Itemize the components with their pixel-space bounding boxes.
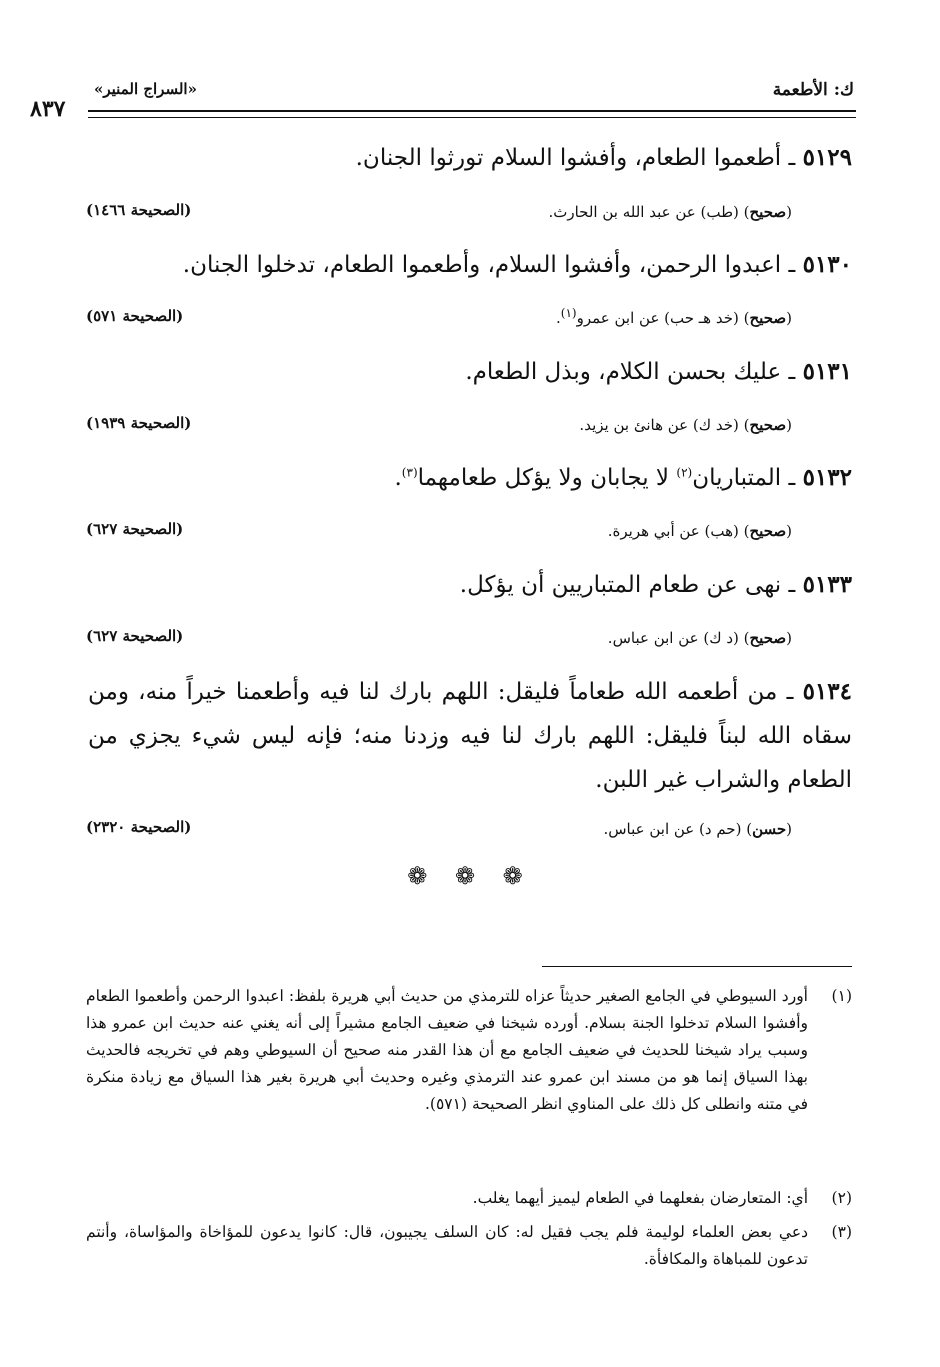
footnote-text: دعي بعض العلماء لوليمة فلم يجب فقيل له: كان السلف يجيبون، قال: كانوا يدعون للمؤاخاة والمؤاساة، وأنتم تدعون للمباهاة والمكافأة. (86, 1223, 808, 1268)
running-header-chapter: ك: الأطعمة (772, 80, 854, 100)
footnote (86, 1219, 852, 1273)
hadith-grade: صحيح (749, 416, 787, 434)
source-text-end: . (555, 309, 561, 327)
hadith-entry (88, 670, 852, 802)
hadith-number: ٥١٣٢ (802, 464, 852, 491)
footnote-marker[interactable]: (١) (560, 306, 577, 320)
hadith-source: (صحيح) (طب) عن عبد الله بن الحارث. (548, 203, 792, 221)
footnote-marker[interactable]: (٣) (401, 465, 418, 480)
header-rule-thin (88, 117, 856, 118)
hadith-source: (صحيح) (د ك) عن ابن عباس. (607, 629, 792, 647)
hadith-source: (صحيح) (هب) عن أبي هريرة. (607, 522, 792, 540)
source-text: (خد هـ حب) عن ابن عمرو (576, 309, 739, 327)
footnote-rule (542, 966, 852, 967)
page-number: ٨٣٧ (30, 96, 66, 122)
footnote (86, 1185, 852, 1212)
hadith-reference: (الصحيحة ٥٧١) (86, 307, 184, 325)
hadith-text: ٥١٣٠ ـ اعبدوا الرحمن، وأفشوا السلام، وأطعموا الطعام، تدخلوا الجنان. (182, 251, 852, 278)
footnote-number: (٢) (831, 1189, 852, 1207)
source-text: (حم د) عن ابن عباس. (603, 820, 742, 838)
hadith-source: (حسن) (حم د) عن ابن عباس. (603, 820, 792, 838)
hadith-grade: صحيح (749, 203, 787, 221)
hadith-body: أطعموا الطعام، وأفشوا السلام تورثوا الجنان. (355, 145, 782, 171)
hadith-text: ٥١٢٩ ـ أطعموا الطعام، وأفشوا السلام تورثوا الجنان. (355, 144, 852, 171)
hadith-body: عليك بحسن الكلام، وبذل الطعام. (465, 359, 782, 385)
hadith-grade: حسن (752, 820, 787, 838)
hadith-body: نهى عن طعام المتباريين أن يؤكل. (459, 572, 782, 598)
hadith-grade: صحيح (749, 309, 787, 327)
source-text: (هب) عن أبي هريرة. (607, 522, 739, 540)
source-text: (د ك) عن ابن عباس. (607, 629, 739, 647)
footnote-text: أي: المتعارضان بفعلهما في الطعام ليميز أيهما يغلب. (472, 1189, 808, 1207)
hadith-text: ٥١٣٢ ـ المتباريان$^{(٢)}$ لا يجابان ولا يؤكل طعامهما$^{(٣)}$. (394, 464, 852, 491)
hadith-body-continued: لا يجابان ولا يؤكل طعامهما (417, 465, 677, 491)
hadith-text: ٥١٣١ ـ عليك بحسن الكلام، وبذل الطعام. (465, 358, 852, 385)
source-text: (طب) عن عبد الله بن الحارث. (548, 203, 739, 221)
hadith-source: (صحيح) (خد ك) عن هانئ بن يزيد. (579, 416, 792, 434)
hadith-number: ٥١٣٣ (802, 571, 852, 598)
hadith-reference: (الصحيحة ٦٢٧) (86, 627, 184, 645)
running-header-book-title: «السراج المنير» (94, 80, 197, 98)
hadith-source: (صحيح) (خد هـ حب) عن ابن عمرو$^{(١)}$. (555, 306, 792, 327)
hadith-number: ٥١٣٤ (802, 678, 852, 705)
hadith-body-end: . (394, 465, 402, 491)
hadith-entry (88, 136, 852, 180)
footnote-marker[interactable]: (٢) (676, 465, 693, 480)
footnote-text: أورد السيوطي في الجامع الصغير حديثاً عزاه للترمذي من حديث أبي هريرة بلفظ: اعبدوا الرحمن وأطعموا الطعام وأفشوا السلام تدخلوا الجنة بسلام. أورده شيخنا في ضعيف الجامع مشيراً إلى أنه يغني عنه حديث ابن عمرو هذا وسبب يراد شيخنا للحديث في ضعيف الجامع مع أن هذا القدر منه صحيح أن السيوطي وهم في تخريجه فالحديث بهذا السياق إنما هو من مسند ابن عمرو عند الترمذي وغيره وحديث أبي هريرة بغير هذا السياق مع زيادة منكرة في متنه وانطلى كل ذلك على المناوي انظر الصحيحة (٥٧١). (86, 987, 808, 1113)
footnote-number: (١) (831, 987, 852, 1005)
hadith-reference: (الصحيحة ٦٢٧) (86, 520, 184, 538)
hadith-entry (88, 456, 852, 500)
hadith-entry (88, 350, 852, 394)
source-text: (خد ك) عن هانئ بن يزيد. (579, 416, 739, 434)
hadith-number: ٥١٣٠ (802, 251, 852, 278)
hadith-reference: (الصحيحة ١٤٦٦) (86, 201, 192, 219)
footnote (86, 983, 852, 1118)
hadith-body: اعبدوا الرحمن، وأفشوا السلام، وأطعموا الطعام، تدخلوا الجنان. (182, 252, 782, 278)
hadith-text: ٥١٣٣ ـ نهى عن طعام المتباريين أن يؤكل. (459, 571, 852, 598)
hadith-number: ٥١٢٩ (802, 144, 852, 171)
hadith-body: المتباريان (692, 465, 782, 491)
hadith-grade: صحيح (749, 629, 787, 647)
hadith-number: ٥١٣١ (802, 358, 852, 385)
header-rule-thick (88, 110, 856, 112)
hadith-reference: (الصحيحة ١٩٣٩) (86, 414, 192, 432)
hadith-entry (88, 563, 852, 607)
hadith-text: ٥١٣٤ ـ من أطعمه الله طعاماً فليقل: اللهم بارك لنا فيه وأطعمنا خيراً منه، ومن سقاه الله لبناً فليقل: اللهم بارك لنا فيه وزدنا منه؛ فإنه ليس شيء يجزي من الطعام والشراب غير اللبن. (88, 678, 852, 793)
footnote-number: (٣) (831, 1223, 852, 1241)
hadith-body: من أطعمه الله طعاماً فليقل: اللهم بارك لنا فيه وأطعمنا خيراً منه، ومن سقاه الله لبناً فليقل: اللهم بارك لنا فيه وزدنا منه؛ فإنه ليس شيء يجزي من الطعام والشراب غير اللبن. (88, 679, 852, 793)
section-separator-ornament: ❁ ❁ ❁ (407, 862, 533, 890)
hadith-reference: (الصحيحة ٢٣٢٠) (86, 818, 192, 836)
hadith-grade: صحيح (749, 522, 787, 540)
hadith-entry (88, 243, 852, 287)
